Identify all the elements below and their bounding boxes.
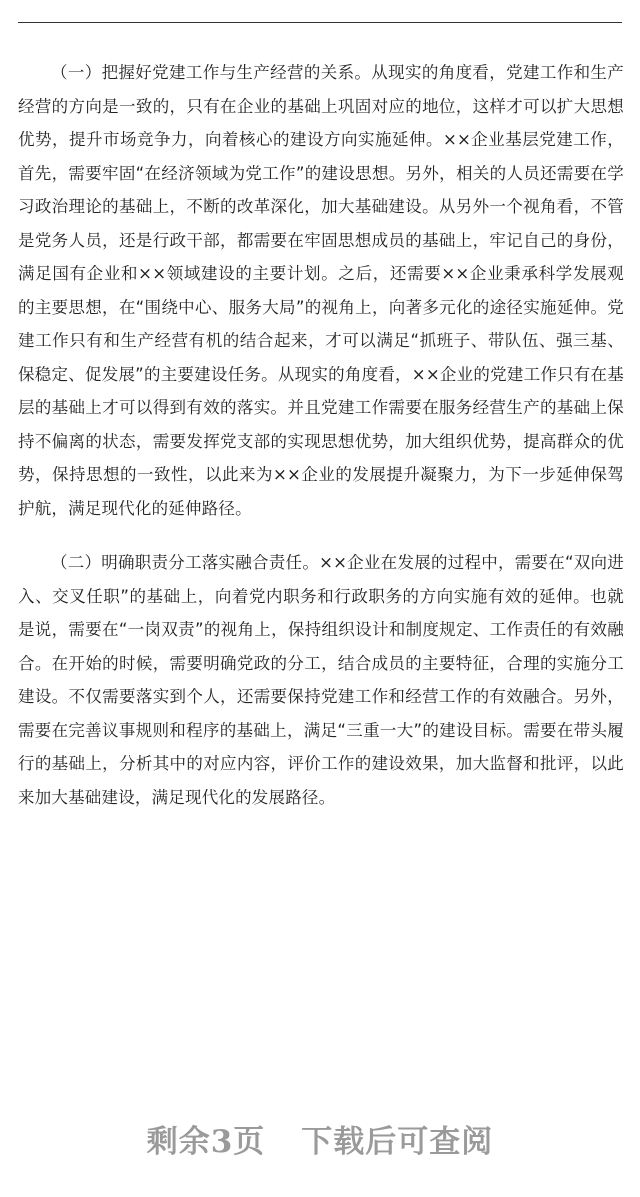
top-divider xyxy=(18,22,622,23)
download-hint-label: 下载后可查阅 xyxy=(301,1124,494,1160)
document-body xyxy=(18,56,624,814)
download-prompt[interactable] xyxy=(0,1116,640,1161)
paragraph-1: （一）把握好党建工作与生产经营的关系。从现实的角度看，党建工作和生产经营的方向是一致的，只有在企业的基础上巩固对应的地位，这样才可以扩大思想优势，提升市场竞争力，向着核心的建设方向实施延伸。××企业基层党建工作，首先，需要牢固“在经济领域为党工作”的建设思想。另外，相关的人员还需要在学习政治理论的基础上，不断的改革深化，加大基础建设。从另外一个视角看，不管是党务人员，还是行政干部，都需要在牢固思想成员的基础上，牢记自己的身份，满足国有企业和××领域建设的主要计划。之后，还需要××企业秉承科学发展观的主要思想，在“围绕中心、服务大局”的视角上，向著多元化的途径实施延伸。党建工作只有和生产经营有机的结合起来，才可以满足“抓班子、带队伍、强三基、保稳定、促发展”的主要建设任务。从现实的角度看，××企业的党建工作只有在基层的基础上才可以得到有效的落实。并且党建工作需要在服务经营生产的基础上保持不偏离的状态，需要发挥党支部的实现思想优势，加大组织优势，提高群众的优势，保持思想的一致性，以此来为××企业的发展提升凝聚力，为下一步延伸保驾护航，满足现代化的延伸路径。 xyxy=(18,63,624,518)
paragraph-2: （二）明确职责分工落实融合责任。××企业在发展的过程中，需要在“双向进入、交叉任职”的基础上，向着党内职务和行政职务的方向实施有效的延伸。也就是说，需要在“一岗双责”的视角上，保持组织设计和制度规定、工作责任的有效融合。在开始的时候，需要明确党政的分工，结合成员的主要特征，合理的实施分工建设。不仅需要落实到个人，还需要保持党建工作和经营工作的有效融合。另外，需要在完善议事规则和程序的基础上，满足“三重一大”的建设目标。需要在带头履行的基础上，分析其中的对应内容，评价工作的建设效果，加大监督和批评，以此来加大基础建设，满足现代化的发展路径。 xyxy=(18,553,624,807)
remaining-pages-label: 剩余3页 xyxy=(146,1124,266,1160)
